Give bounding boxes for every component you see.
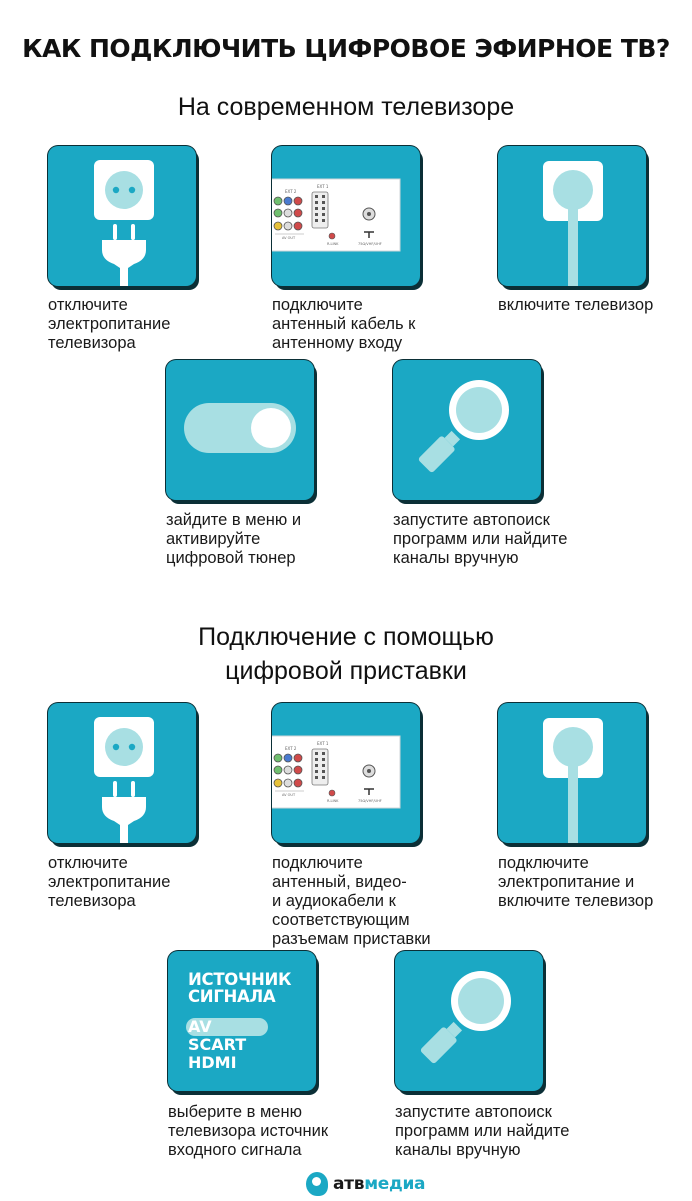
- tv-rear-panel-icon: [272, 146, 420, 286]
- step-caption: зайдите в меню и активируйте цифровой тюнер: [166, 511, 302, 567]
- source-option-hdmi: HDMI: [188, 1053, 237, 1072]
- signal-source-menu-icon: ИСТОЧНИК СИГНАЛА: [188, 970, 292, 1006]
- step-caption: подключите электропитание и включите телевизор: [498, 854, 654, 910]
- plugged-socket-icon: [498, 703, 646, 843]
- magnifier-icon: [393, 360, 541, 500]
- step-caption: запустите автопоиск программ или найдите каналы вручную: [395, 1103, 570, 1159]
- step-caption: подключите антенный, видео- и аудиокабели к соответствующим разъемам приставки: [272, 854, 431, 948]
- plugged-socket-icon: [498, 146, 646, 286]
- step-caption: включите телевизор: [498, 296, 654, 314]
- socket-and-plug-icon: [48, 146, 196, 286]
- step-caption: отключите электропитание телевизора: [48, 854, 171, 910]
- brand-mark-icon: [306, 1172, 328, 1196]
- step-tile-search: [395, 951, 543, 1091]
- step-tile-tuner: [166, 360, 314, 500]
- magnifier-icon: [395, 951, 543, 1091]
- source-option-av: AV: [186, 1018, 268, 1036]
- step-tile-antenna: [272, 146, 420, 286]
- step-caption: отключите электропитание телевизора: [48, 296, 171, 352]
- page-title: КАК ПОДКЛЮЧИТЬ ЦИФРОВОЕ ЭФИРНОЕ ТВ?: [22, 34, 670, 63]
- step-tile-unplug: [48, 703, 196, 843]
- step-tile-search: [393, 360, 541, 500]
- step-tile-power-on: [498, 703, 646, 843]
- step-tile-source: [168, 951, 316, 1091]
- socket-and-plug-icon: [48, 703, 196, 843]
- source-option-scart: SCART: [188, 1035, 247, 1054]
- section-heading-modern-tv: На современном телевизоре: [177, 93, 515, 121]
- step-tile-power-on: [498, 146, 646, 286]
- step-caption: запустите автопоиск программ или найдите каналы вручную: [393, 511, 568, 567]
- step-tile-cables: [272, 703, 420, 843]
- step-tile-unplug: [48, 146, 196, 286]
- section-heading-set-top-box: Подключение с помощью цифровой приставки: [198, 623, 494, 685]
- tv-rear-panel-icon: [272, 703, 420, 843]
- step-caption: подключите антенный кабель к антенному входу: [272, 296, 416, 352]
- brand-name: атвмедиа: [333, 1174, 426, 1194]
- step-caption: выберите в меню телевизора источник входного сигнала: [168, 1103, 329, 1159]
- toggle-switch-icon: [166, 360, 314, 500]
